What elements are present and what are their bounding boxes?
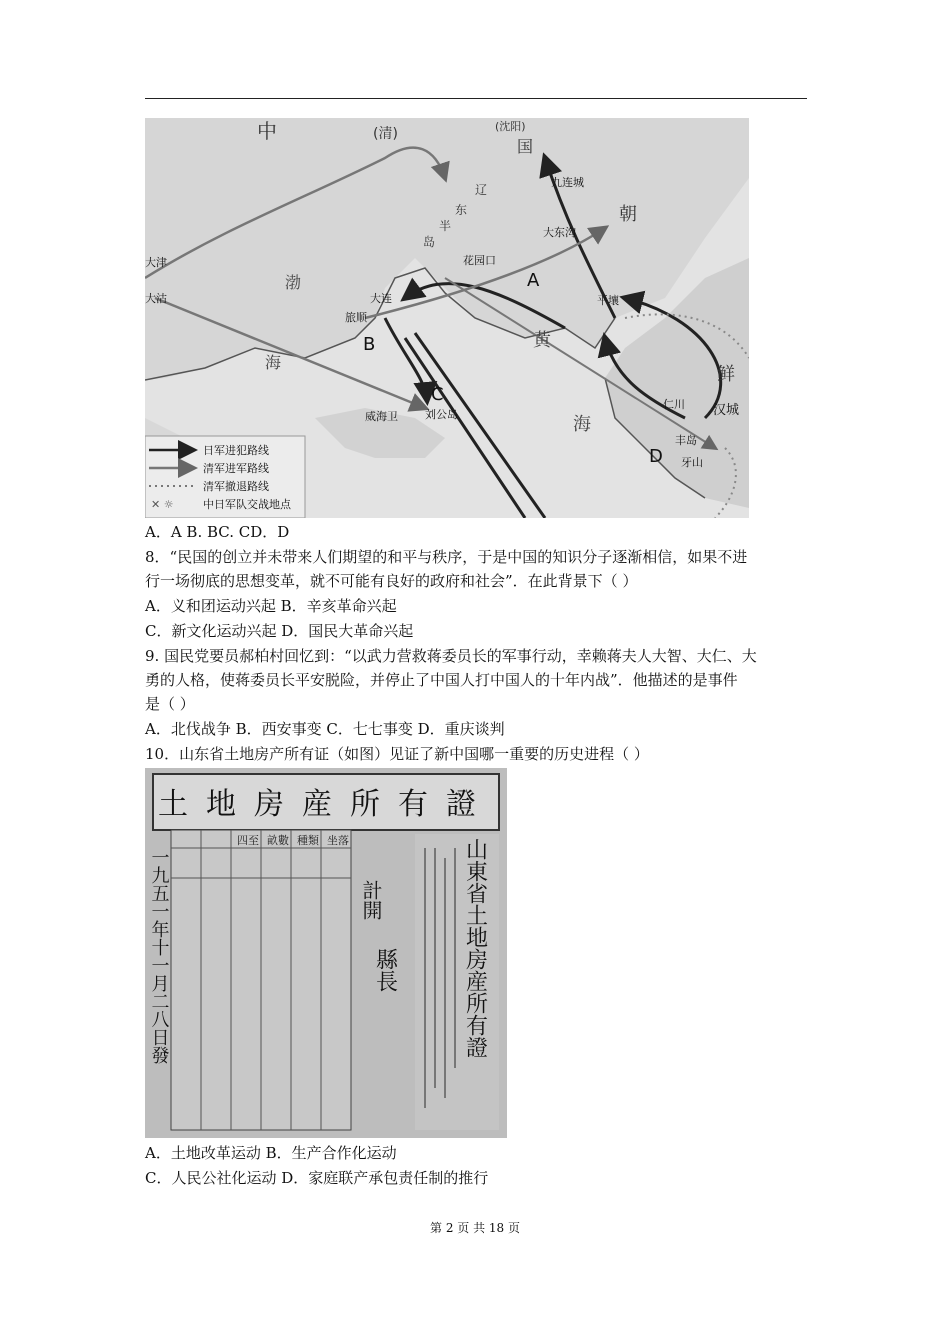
map-label-dao: 岛 <box>423 235 436 249</box>
map-label-huayuankou: 花园口 <box>463 254 496 267</box>
map-label-pingrang: 平壤 <box>597 294 619 307</box>
map-label-zhong: 中 <box>257 119 277 143</box>
legend-qing-retreat: 清军撤退路线 <box>203 480 269 493</box>
q8-options-ab: A．义和团运动兴起 B．辛亥革命兴起 <box>145 597 397 615</box>
map-label-dadonggou: 大东沟 <box>543 226 576 239</box>
certificate-col-boundary: 四至 <box>237 834 259 847</box>
q9-stem-line1: 9. 国民党要员郝柏村回忆到：“以武力营救蒋委员长的军事行动，幸赖蒋夫人大智、大仁、大 <box>145 647 757 665</box>
certificate-side-title: 山東省土地房産所有證 <box>462 838 488 1058</box>
map-label-jiuliancheng: 九连城 <box>551 176 584 189</box>
map-label-huang: 黄 <box>533 330 551 351</box>
certificate-date: 一九五一年十一月二八日發 <box>148 848 170 1064</box>
map-label-chao: 朝 <box>619 204 637 225</box>
map-label-liao: 辽 <box>475 183 488 197</box>
map-label-hai2: 海 <box>573 414 591 435</box>
q7-options: A．A B. BC. CD．D <box>145 523 290 541</box>
q10-stem: 10．山东省土地房产所有证（如图）见证了新中国哪一重要的历史进程（ ） <box>145 745 649 763</box>
q9-stem-line3: 是（ ） <box>145 695 195 713</box>
q8-options-cd: C．新文化运动兴起 D．国民大革命兴起 <box>145 622 414 640</box>
map-label-tianjin: 大津 <box>145 256 167 269</box>
header-rule <box>145 98 807 99</box>
map-label-lushun: 旅顺 <box>345 311 367 324</box>
certificate-col-area: 畝數 <box>267 834 289 847</box>
q8-stem-line2: 行一场彻底的思想变革，就不可能有良好的政府和社会”．在此背景下（ ） <box>145 572 638 590</box>
map-label-renchuan: 仁川 <box>663 398 685 411</box>
q10-options-cd: C．人民公社化运动 D．家庭联产承包责任制的推行 <box>145 1169 489 1187</box>
q8-stem-line1: 8．“民国的创立并未带来人们期望的和平与秩序，于是中国的知识分子逐渐相信，如果不进 <box>145 548 748 566</box>
q9-stem-line2: 勇的人格，使蒋委员长平安脱险，并停止了中国人打中国人的十年内战”．他描述的是事件 <box>145 671 738 689</box>
q9-options: A．北伐战争 B．西安事变 C．七七事变 D．重庆谈判 <box>145 720 505 738</box>
legend-japanese-route: 日军进犯路线 <box>203 444 269 457</box>
certificate-xian-zhang: 縣長 <box>372 948 398 992</box>
map-point-c: C <box>431 384 444 405</box>
map-point-b: B <box>363 334 376 355</box>
map-label-hai: 海 <box>265 353 282 372</box>
map-label-ban: 半 <box>439 219 452 233</box>
map-point-d: D <box>649 446 663 467</box>
page-footer: 第 2 页 共 18 页 <box>430 1221 520 1235</box>
map-label-guo: 国 <box>517 137 534 156</box>
map-label-yashan: 牙山 <box>681 456 703 469</box>
legend-battle-site: 中日军队交战地点 <box>203 498 291 511</box>
map-label-bo: 渤 <box>285 273 302 292</box>
svg-text:✕ ☼: ✕ ☼ <box>151 498 174 511</box>
certificate-col-location: 坐落 <box>327 834 349 847</box>
certificate-ji-kai: 計開 <box>359 880 383 920</box>
q10-options-ab: A．土地改革运动 B．生产合作化运动 <box>145 1144 397 1162</box>
map-label-dagu: 大沽 <box>145 292 167 305</box>
map-label-qing: (清) <box>373 126 398 142</box>
legend-qing-advance: 清军进军路线 <box>203 462 269 475</box>
map-label-dong: 东 <box>455 203 468 217</box>
certificate-col-type: 種類 <box>297 834 319 847</box>
map-label-fengdao: 丰岛 <box>675 434 697 447</box>
map-point-a: A <box>527 270 540 291</box>
map-label-shenyang: (沈阳) <box>495 120 526 133</box>
map-label-weihaiwei: 威海卫 <box>365 410 398 423</box>
certificate-header: 土地房産所有證 <box>158 787 494 822</box>
map-label-xian: 鲜 <box>717 364 735 385</box>
map-label-liugongdao: 刘公岛 <box>425 408 458 421</box>
land-certificate-image <box>145 768 507 1138</box>
map-label-dalian: 大连 <box>370 292 392 305</box>
map-label-hancheng: 汉城 <box>713 403 740 418</box>
sino-japanese-war-map <box>145 118 749 518</box>
